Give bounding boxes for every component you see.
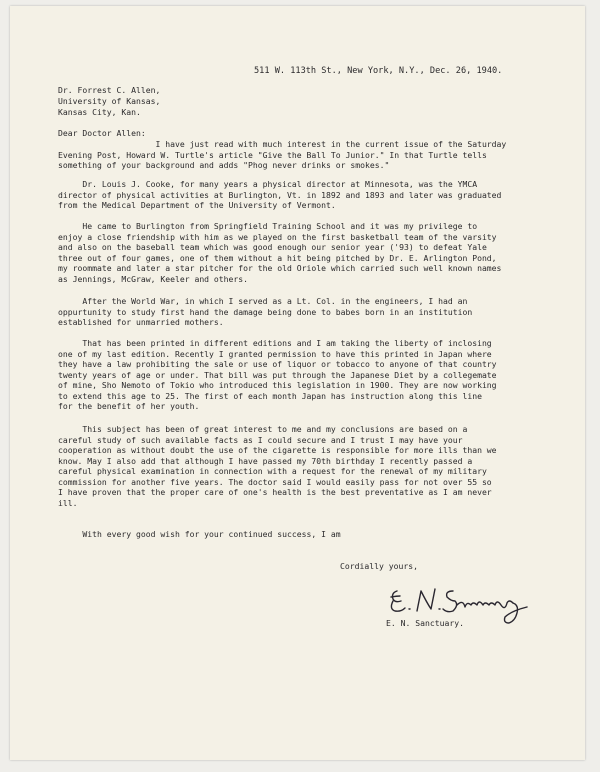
paragraph-1 (58, 139, 506, 171)
paragraph-line: established for unmarried mothers. (58, 317, 224, 327)
paragraph-line: Dr. Louis J. Cooke, for many years a physical director at Minnesota, was the YMCA (58, 179, 478, 189)
salutation: Dear Doctor Allen: (58, 128, 146, 138)
paragraph-line: for the benefit of her youth. (58, 401, 200, 411)
paragraph-line: my roommate and later a star pitcher for the old Oriole which carried such well known names (58, 263, 502, 273)
closing: Cordially yours, (340, 561, 418, 571)
paragraph-line: enjoy a close friendship with him as we played on the first basketball team of the varsity (58, 231, 497, 242)
paragraph-2 (58, 179, 501, 211)
paragraph-7 (58, 529, 341, 540)
paragraph-line: ill. (58, 497, 78, 508)
paragraph-line: oppurtunity to study first hand the damage being done to babes born in an institution (58, 306, 473, 317)
paragraph-line: from the Medical Department of the University of Vermont. (58, 200, 336, 210)
paragraph-line: know. May I also add that although I have passed my 70th birthday I recently passed a (58, 455, 473, 466)
paragraph-line: careful study of such available facts as I could secure and I trust I may have your (58, 434, 463, 445)
paragraph-line: as Jennings, McGraw, Keeler and others. (58, 273, 249, 284)
paragraph-4 (58, 296, 472, 328)
recipient-name: Dr. Forrest C. Allen, (58, 85, 161, 95)
paragraph-line: twenty years of age or under. That bill was put through the Japanese Diet by a collegemate (58, 369, 497, 380)
paragraph-3 (58, 221, 501, 284)
typed-signature-name: E. N. Sanctuary. (386, 618, 464, 628)
paragraph-line: cooperation as without doubt the use of the cigarette is responsible for more ills than we (58, 445, 497, 455)
paragraph-5 (58, 338, 497, 412)
paragraph-line: they have a law prohibiting the sale or use of liquor or tobacco to anyone of that country (58, 359, 497, 369)
paragraph-line: After the World War, in which I served as a Lt. Col. in the engineers, I had an (58, 296, 468, 306)
paragraph-line: director of physical activities at Burlington, Vt. in 1892 and 1893 and later was graduated (58, 189, 502, 200)
paragraph-line: commission for another five years. The doctor said I would easily pass for not over 55 so (58, 476, 492, 487)
paragraph-line: That has been printed in different editions and I am taking the liberty of inclosing (58, 338, 492, 348)
paragraph-line: something of your background and adds "Phog never drinks or smokes." (58, 160, 390, 170)
paragraph-line: of mine, Sho Nemoto of Tokio who introduced this legislation in 1900. They are now working (58, 380, 497, 390)
letter-page (10, 6, 585, 760)
paragraph-line: Evening Post, Howard W. Turtle's article "Give the Ball To Junior." In that Turtle tells (58, 149, 487, 160)
paragraph-line: three out of four games, one of them without a hit being pitched by Dr. E. Arlington Pond, (58, 252, 497, 263)
paragraph-line: careful physical examination in connection with a request for the renewal of my military (58, 466, 487, 476)
paragraph-line: He came to Burlington from Springfield Training School and it was my privilege to (58, 221, 478, 231)
recipient-city: Kansas City, Kan. (58, 107, 141, 117)
paragraph-line: and also on the baseball team which was good enough our senior year ('93) to defeat Yale (58, 242, 487, 252)
paragraph-line: I have just read with much interest in the current issue of the Saturday (58, 139, 507, 149)
paragraph-line: to extend this age to 25. The first of each month Japan has instruction along this line (58, 390, 482, 401)
paragraph-line: one of my last edition. Recently I granted permission to have this printed in Japan where (58, 348, 492, 359)
dateline: 511 W. 113th St., New York, N.Y., Dec. 26, 1940. (254, 66, 503, 76)
paragraph-line: With every good wish for your continued success, I am (58, 529, 341, 539)
paragraph-line: I have proven that the proper care of one's health is the best preventative as I am never (58, 487, 492, 497)
paragraph-line: This subject has been of great interest to me and my conclusions are based on a (58, 424, 468, 434)
paragraph-6 (58, 424, 497, 508)
recipient-institution: University of Kansas, (58, 96, 161, 106)
